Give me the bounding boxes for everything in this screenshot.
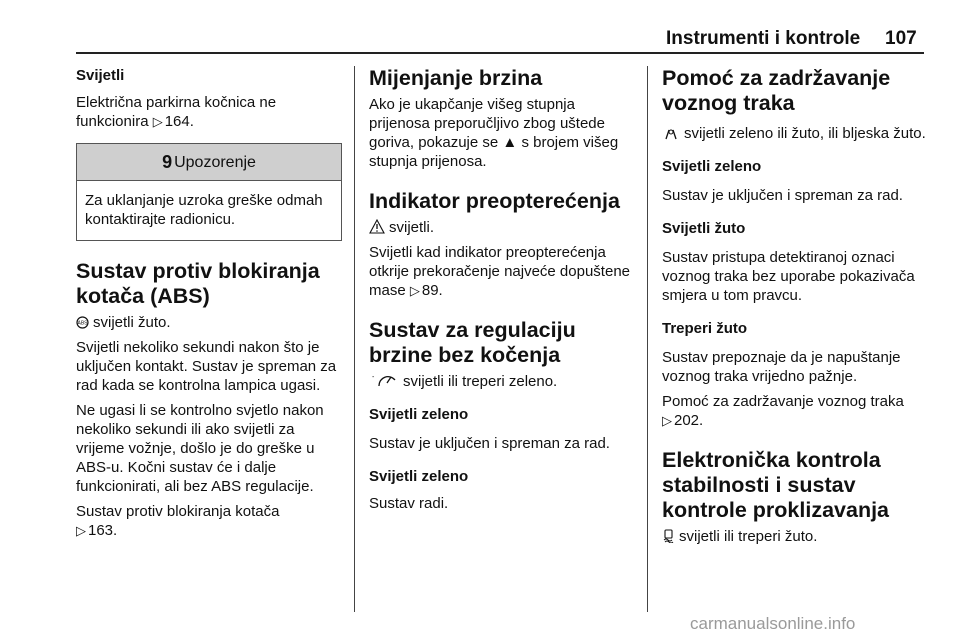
abs-status: svijetli žuto. xyxy=(93,314,171,331)
warning-title: Upozorenje xyxy=(174,153,256,171)
page-ref-arrow-icon: ▷ xyxy=(409,283,420,298)
gear-text-b: s brojem višeg stupnja prijenosa. xyxy=(369,134,619,170)
overload-status: svijetli. xyxy=(389,219,435,236)
warning-text: Za uklanjanje uzroka greške odmah kontaktirajte radionicu. xyxy=(85,192,323,228)
lane-subheading-yellow: Svijetli žuto xyxy=(662,220,746,237)
lane-text-green: Sustav je uključen i spreman za rad. xyxy=(662,187,903,204)
column-2 xyxy=(369,66,637,513)
section-heading-svijetli: Svijetli xyxy=(76,67,125,84)
abs-paragraph-1: Svijetli nekoliko sekundi nakon što je uključen kontakt. Sustav je spreman za rad kada se kontrolna lampica ugasi. xyxy=(76,339,337,394)
overload-indicator-icon xyxy=(369,218,385,237)
cruise-subheading-2: Svijetli zeleno xyxy=(369,468,469,485)
section-heading-lane-assist: Pomoć za zadržavanje voznog traka xyxy=(662,66,891,115)
lane-status: svijetli zeleno ili žuto, ili bljeska žuto. xyxy=(684,125,926,142)
esc-status: svijetli ili treperi žuto. xyxy=(679,528,818,545)
upshift-arrow-icon: ▲ xyxy=(502,134,518,151)
esc-indicator-icon xyxy=(662,527,675,546)
warning-header xyxy=(77,144,341,181)
abs-paragraph-2: Ne ugasi li se kontrolno svjetlo nakon nekoliko sekundi ili ako svijetli za vrijeme vožnje, došlo je do greške u ABS-u. Kočni sustav će i dalje funkcionirati, ali bez ABS regulacije. xyxy=(76,402,324,495)
lane-subheading-blink: Treperi žuto xyxy=(662,320,748,337)
section-heading-abs: Sustav protiv blokiranja kotača (ABS) xyxy=(76,259,320,308)
column-divider-1 xyxy=(354,66,355,612)
lane-text-blink-1: Sustav prepoznaje da je napuštanje voznog traka vrijedno pažnje. xyxy=(662,349,901,385)
warning-box xyxy=(76,143,342,241)
cruise-control-indicator-icon xyxy=(369,372,399,391)
text-parking-brake: Električna parkirna kočnica ne funkcionira xyxy=(76,94,277,130)
column-1 xyxy=(76,66,342,540)
header-rule xyxy=(76,52,924,54)
overload-text: Svijetli kad indikator preopterećenja otkrije prekoračenje najveće dopuštene mase xyxy=(369,244,630,299)
page-ref[interactable]: 89. xyxy=(421,282,443,299)
abs-indicator-icon xyxy=(76,313,89,332)
cruise-status-line xyxy=(369,372,637,391)
page-number: 107 xyxy=(885,28,917,49)
page-ref[interactable]: 163. xyxy=(88,522,118,539)
lane-ref-text: Pomoć za zadržavanje voznog traka xyxy=(662,393,904,410)
paragraph-parking-brake xyxy=(76,93,342,131)
section-heading-overload: Indikator preopterećenja xyxy=(369,189,620,213)
column-3 xyxy=(662,66,927,546)
svg-text:ABS: ABS xyxy=(77,320,88,327)
abs-paragraph-3 xyxy=(76,502,342,540)
watermark: carmanualsonline.info xyxy=(690,614,856,633)
section-heading-gear: Mijenjanje brzina xyxy=(369,66,543,90)
page-ref-arrow-icon: ▷ xyxy=(76,523,86,538)
section-heading-esc: Elektronička kontrola stabilnosti i sustav kontrole proklizavanja xyxy=(662,448,890,522)
cruise-text-1: Sustav je uključen i spreman za rad. xyxy=(369,435,610,452)
overload-status-line xyxy=(369,218,637,237)
cruise-subheading-1: Svijetli zeleno xyxy=(369,406,469,423)
lane-assist-indicator-icon xyxy=(662,124,680,143)
page-ref-arrow-icon: ▷ xyxy=(662,413,672,428)
gear-text-a: Ako je ukapčanje višeg stupnja prijenosa preporučljivo zbog uštede goriva, pokazuje se xyxy=(369,96,605,151)
page-header-title: Instrumenti i kontrole xyxy=(666,28,861,49)
esc-status-line xyxy=(662,527,927,546)
abs-status-line xyxy=(76,313,342,332)
lane-subheading-green: Svijetli zeleno xyxy=(662,158,762,175)
abs-ref-text: Sustav protiv blokiranja kotača xyxy=(76,503,280,520)
gear-paragraph xyxy=(369,95,637,171)
svg-text:-: - xyxy=(372,374,375,381)
cruise-status: svijetli ili treperi zeleno. xyxy=(403,373,558,390)
overload-paragraph xyxy=(369,243,637,300)
page-ref[interactable]: 202. xyxy=(674,412,704,429)
warning-icon: 9 xyxy=(162,151,173,172)
section-heading-cruise: Sustav za regulaciju brzine bez kočenja xyxy=(369,318,576,367)
column-divider-2 xyxy=(647,66,648,612)
page-ref[interactable]: 164. xyxy=(164,113,194,130)
page-ref-arrow-icon: ▷ xyxy=(152,114,163,129)
lane-status-line xyxy=(662,124,927,143)
cruise-text-2: Sustav radi. xyxy=(369,495,449,512)
lane-text-blink-2 xyxy=(662,392,927,430)
lane-text-yellow: Sustav pristupa detektiranoj oznaci voznog traka bez uporabe pokazivača smjera u tom pravcu. xyxy=(662,249,915,304)
